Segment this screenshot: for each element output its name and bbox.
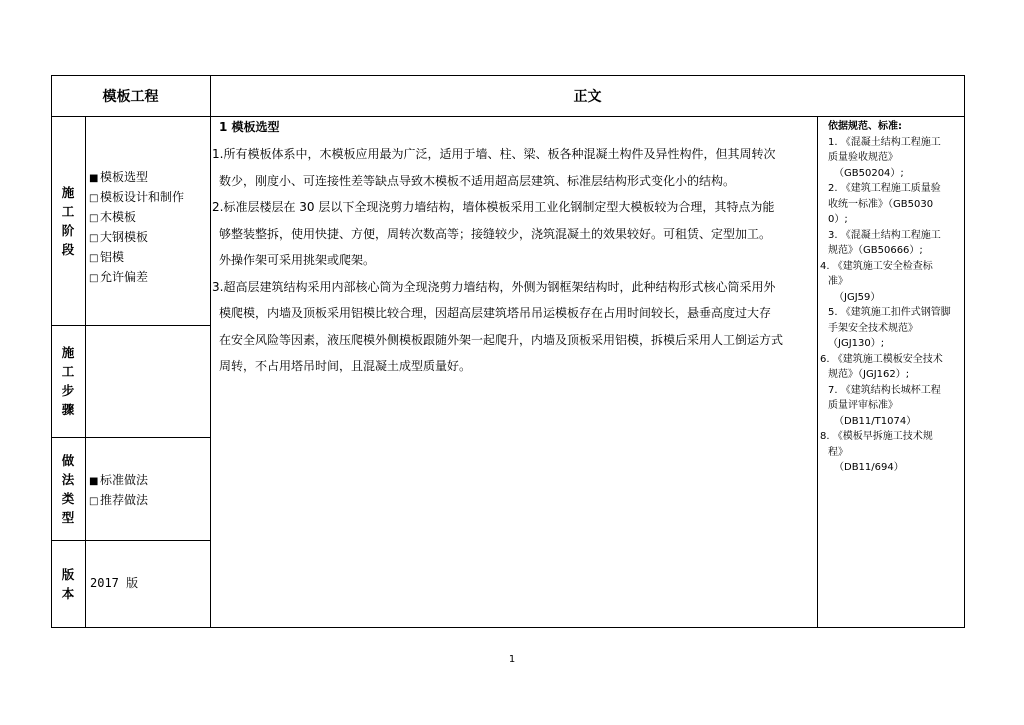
stage-item-label: 模板选型 — [100, 170, 149, 184]
content-line: 数少，刚度小、可连接性差等缺点导致木模板不适用超高层建筑、标准层结构形式变化小的结构。 — [219, 173, 736, 188]
unchecked-box-icon: □ — [89, 213, 99, 224]
references-title: 依据规范、标准: — [828, 121, 902, 132]
header-right-title: 正文 — [573, 88, 602, 105]
column-divider-main — [210, 75, 211, 628]
method-label — [51, 437, 85, 540]
method-label-char: 型 — [61, 509, 75, 525]
page-number: 1 — [508, 654, 516, 665]
reference-line: 手架安全技术规范》 — [828, 322, 918, 334]
stage-item-label: 木模板 — [100, 210, 137, 224]
stage-item-wood-formwork — [89, 208, 209, 228]
stage-item-label: 大钢模板 — [100, 230, 149, 244]
stage-list — [89, 168, 209, 288]
content-title: 1 模板选型 — [219, 120, 280, 134]
content-line: 3.超高层建筑结构采用内部核心筒为全现浇剪力墙结构，外侧为钢框架结构时，此种结构形式核心筒采用外 — [212, 279, 776, 294]
reference-line: （DB11/T1074） — [834, 415, 917, 427]
unchecked-box-icon: □ — [89, 233, 99, 244]
reference-line: （GB50204）; — [834, 167, 904, 179]
reference-line: 质量验收规范》 — [828, 152, 898, 163]
reference-line: 3. 《混凝土结构工程施工 — [828, 229, 941, 241]
stage-label-char: 段 — [61, 241, 75, 257]
content-line: 在安全风险等因素，液压爬模外侧模板跟随外架一起爬升，内墙及顶板采用铝模，拆模后采用人工倒运方式 — [219, 332, 784, 347]
reference-line: （JGJ130）; — [828, 338, 885, 349]
steps-label-char: 骤 — [61, 402, 75, 417]
steps-label — [51, 325, 85, 437]
version-label — [51, 540, 85, 628]
reference-line: 规范》（JGJ162）; — [828, 369, 910, 380]
method-item-standard — [89, 471, 209, 491]
reference-line: 质量评审标准》 — [828, 400, 898, 411]
unchecked-box-icon: □ — [89, 273, 99, 284]
steps-label-char: 工 — [61, 364, 75, 379]
stage-item-label: 允许偏差 — [100, 270, 149, 284]
content-line: 2.标准层楼层在 30 层以下全现浇剪力墙结构，墙体模板采用工业化钢制定型大模板较为合理，其特点为能 — [212, 200, 775, 214]
stage-label-char: 工 — [61, 203, 75, 219]
steps-label-char: 步 — [61, 383, 75, 398]
references-column — [820, 119, 964, 476]
reference-line: （JGJ59） — [834, 291, 881, 303]
checked-box-icon: ■ — [89, 173, 99, 184]
stage-label — [51, 116, 85, 325]
reference-line: 准》 — [828, 276, 848, 287]
unchecked-box-icon: □ — [89, 193, 99, 204]
reference-line: 7. 《建筑结构长城杯工程 — [828, 384, 941, 396]
stage-item-tolerance — [89, 268, 209, 288]
reference-line: 0）; — [828, 214, 848, 225]
method-label-char: 法 — [61, 471, 75, 487]
stage-label-char: 施 — [61, 184, 75, 200]
stage-item-formwork-selection — [89, 168, 209, 188]
reference-line: （DB11/694） — [834, 462, 904, 473]
version-label-char: 本 — [61, 586, 75, 601]
stage-item-aluminum-formwork — [89, 248, 209, 268]
content-line: 1.所有模板体系中，木模板应用最为广泛，适用于墙、柱、梁、板各种混凝土构件及异性构件，但其周转次 — [212, 147, 776, 161]
reference-line: 规范》（GB50666）; — [828, 245, 923, 256]
stage-item-label: 模板设计和制作 — [100, 190, 185, 204]
reference-line: 5. 《建筑施工扣件式钢管脚 — [828, 307, 951, 318]
reference-line: 收统一标准》（GB5030 — [828, 198, 934, 210]
method-list — [89, 471, 209, 511]
stage-item-large-steel-formwork — [89, 228, 209, 248]
reference-line: 4. 《建筑施工安全检查标 — [820, 260, 933, 272]
version-label-char: 版 — [61, 567, 75, 582]
reference-line: 8. 《模板早拆施工技术规 — [820, 431, 933, 442]
header-divider — [51, 116, 965, 117]
version-value: 2017 版 — [90, 576, 139, 590]
content-line: 外操作架可采用挑架或爬架。 — [219, 253, 376, 267]
header-left-title: 模板工程 — [102, 88, 159, 105]
checked-box-icon: ■ — [89, 476, 99, 487]
method-item-recommended — [89, 491, 209, 511]
content-line: 够整装整拆，使用快捷、方便，周转次数高等；接缝较少，浇筑混凝土的效果较好。可租赁、定型加工。 — [219, 226, 772, 241]
method-item-label: 标准做法 — [100, 473, 149, 487]
method-label-char: 做 — [61, 452, 75, 468]
method-item-label: 推荐做法 — [100, 493, 149, 507]
reference-line: 6. 《建筑施工模板安全技术 — [820, 353, 943, 365]
unchecked-box-icon: □ — [89, 496, 99, 507]
column-divider-label — [85, 116, 86, 628]
reference-line: 程》 — [828, 446, 848, 458]
stage-item-label: 铝模 — [100, 250, 125, 264]
stage-item-design-fabrication — [89, 188, 209, 208]
content-line: 模爬模，内墙及顶板采用铝模比较合理，因超高层建筑塔吊吊运模板存在占用时间较长，悬垂高度过大存 — [219, 306, 772, 320]
content-line: 周转，不占用塔吊时间，且混凝土成型质量好。 — [219, 359, 472, 373]
unchecked-box-icon: □ — [89, 253, 99, 264]
method-label-char: 类 — [61, 490, 75, 506]
reference-line: 1. 《混凝土结构工程施工 — [828, 136, 941, 148]
column-divider-reference — [817, 116, 818, 628]
reference-line: 2. 《建筑工程施工质量验 — [828, 183, 941, 194]
steps-label-char: 施 — [61, 345, 75, 360]
content-body — [212, 118, 815, 380]
stage-label-char: 阶 — [61, 222, 75, 238]
